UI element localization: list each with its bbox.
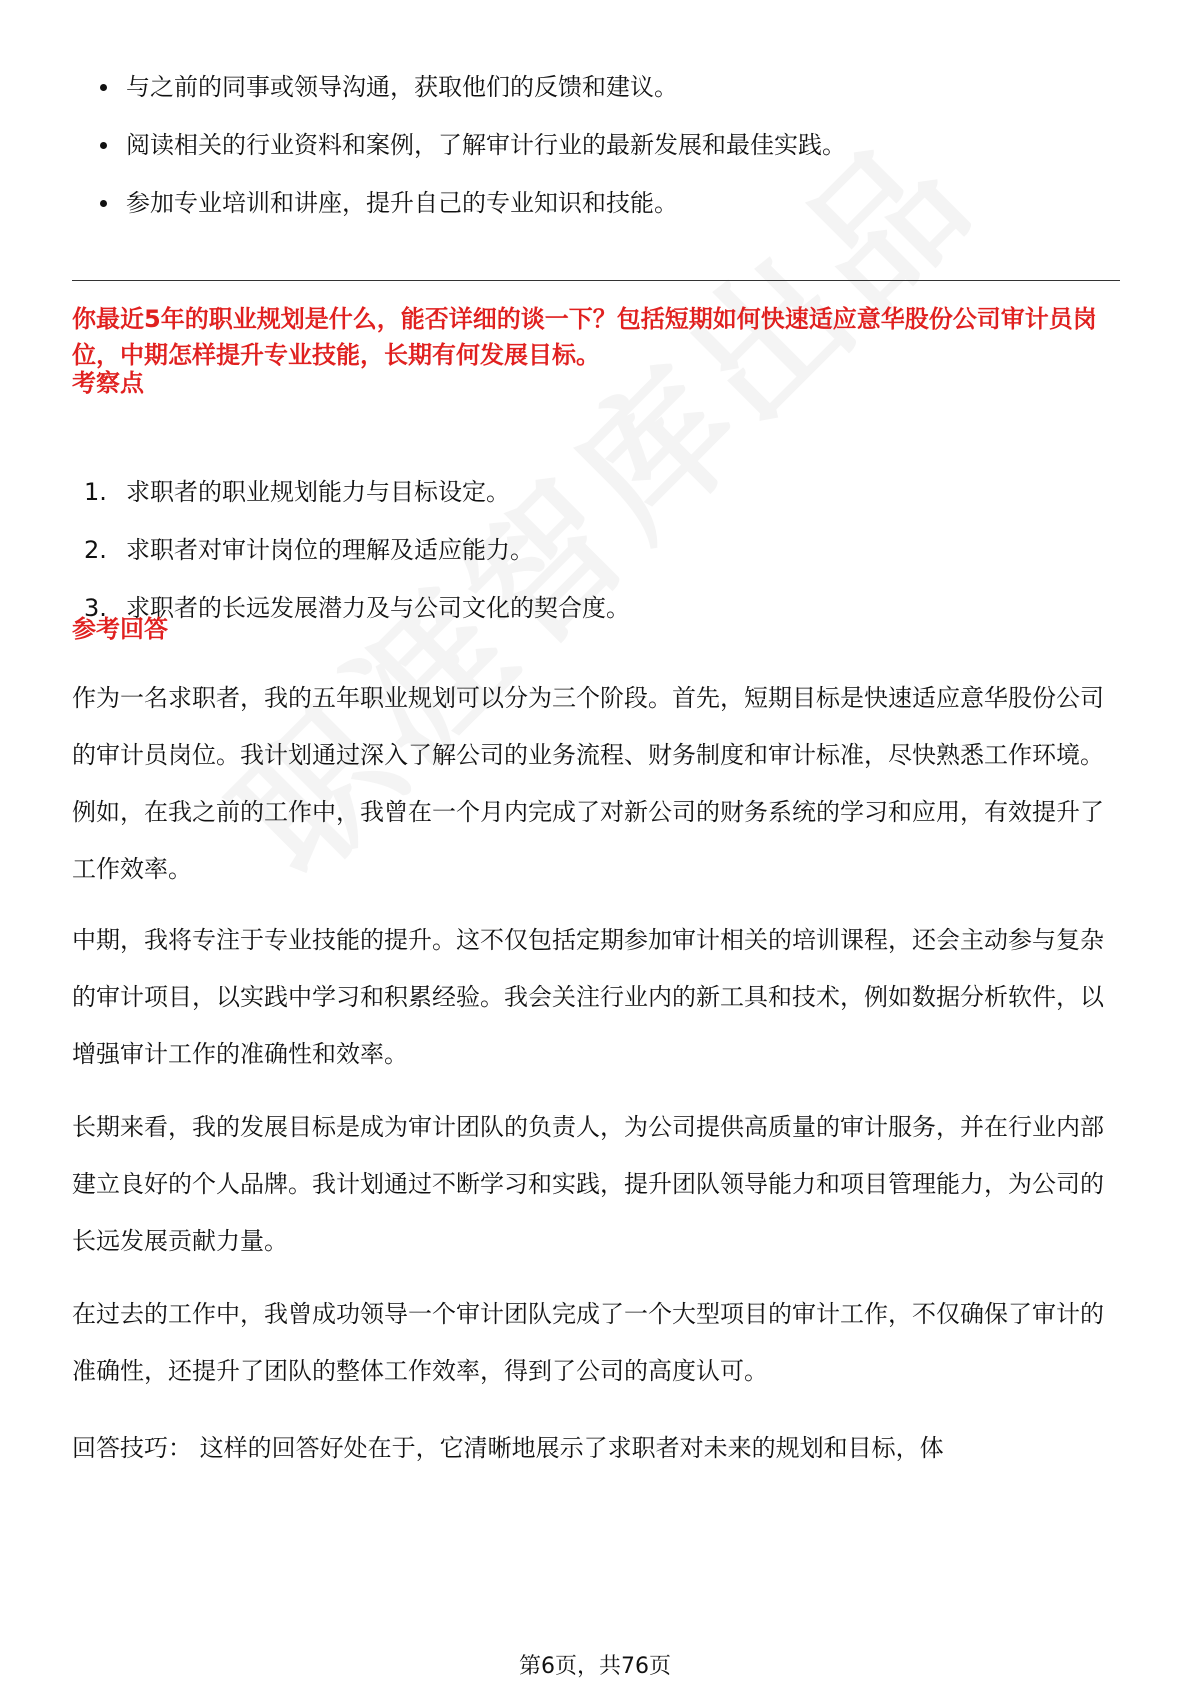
section-divider [72, 280, 1120, 281]
list-item [84, 521, 1084, 579]
assessment-list [84, 463, 1084, 637]
list-text: 求职者的长远发展潜力及与公司文化的契合度。 [126, 594, 630, 622]
assessment-title: 考察点 [72, 369, 144, 397]
list-item: 与之前的同事或领导沟通，获取他们的反馈和建议。 [100, 58, 1110, 116]
answer-paragraph: 长期来看，我的发展目标是成为审计团队的负责人，为公司提供高质量的审计服务，并在行业内部建立良好的个人品牌。我计划通过不断学习和实践，提升团队领导能力和项目管理能力，为公司的长远发展贡献力量。 [72, 1113, 1104, 1255]
list-item: 阅读相关的行业资料和案例，了解审计行业的最新发展和最佳实践。 [100, 116, 1110, 174]
question-heading: 你最近5年的职业规划是什么，能否详细的谈一下？包括短期如何快速适应意华股份公司审计员岗位，中期怎样提升专业技能，长期有何发展目标。 [72, 305, 1097, 369]
bullet-list [100, 58, 1110, 232]
answer-paragraph: 在过去的工作中，我曾成功领导一个审计团队完成了一个大型项目的审计工作，不仅确保了审计的准确性，还提升了团队的整体工作效率，得到了公司的高度认可。 [72, 1300, 1104, 1385]
list-item [84, 463, 1084, 521]
reference-title: 参考回答 [72, 615, 168, 643]
page-number: 第6页，共76页 [519, 1654, 671, 1679]
list-number: 1. [84, 478, 107, 506]
answer-paragraph: 作为一名求职者，我的五年职业规划可以分为三个阶段。首先，短期目标是快速适应意华股份公司的审计员岗位。我计划通过深入了解公司的业务流程、财务制度和审计标准，尽快熟悉工作环境。例如，在我之前的工作中，我曾在一个月内完成了对新公司的财务系统的学习和应用，有效提升了工作效率。 [72, 684, 1104, 883]
list-item: 参加专业培训和讲座，提升自己的专业知识和技能。 [100, 174, 1110, 232]
list-item [84, 579, 1084, 637]
answer-tips: 回答技巧： 这样的回答好处在于，它清晰地展示了求职者对未来的规划和目标，体 [72, 1434, 944, 1462]
answer-paragraph: 中期，我将专注于专业技能的提升。这不仅包括定期参加审计相关的培训课程，还会主动参与复杂的审计项目，以实践中学习和积累经验。我会关注行业内的新工具和技术，例如数据分析软件，以增强审计工作的准确性和效率。 [72, 926, 1104, 1068]
list-text: 求职者对审计岗位的理解及适应能力。 [126, 536, 534, 564]
list-text: 求职者的职业规划能力与目标设定。 [126, 478, 510, 506]
list-number: 2. [84, 536, 107, 564]
list-number: 3. [84, 594, 107, 622]
